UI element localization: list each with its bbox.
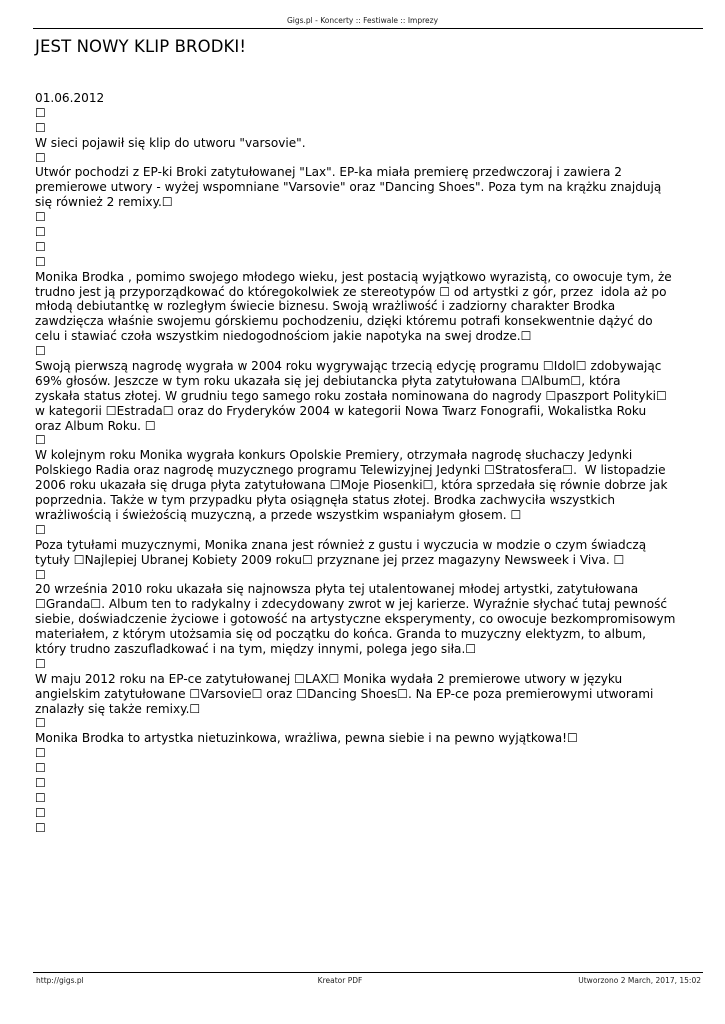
- text-line: poprzednia. Także w tym przypadku płyta osiągnęła status złotej. Brodka zachwyciła wszystkich: [35, 493, 616, 508]
- placeholder-glyph: ☐: [35, 433, 46, 448]
- text-line: premierowe utwory - wyżej wspomniane "Varsovie" oraz "Dancing Shoes". Poza tym na krążku znajdują: [35, 180, 662, 195]
- footer-divider: [33, 972, 703, 973]
- placeholder-glyph: ☐: [35, 716, 46, 731]
- text-line: 69% głosów. Jeszcze w tym roku ukazała się jej debiutancka płyta zatytułowana ☐Album☐, która: [35, 373, 621, 388]
- text-line: celu i stawiać czoła wszystkim niedogodnościom jakie napotyka na swej drodze.☐: [35, 329, 532, 344]
- placeholder-glyph: ☐: [35, 254, 46, 269]
- text-line: tytuły ☐Najlepiej Ubranej Kobiety 2009 roku☐ przyznane jej przez magazyny Newsweek i Viva. ☐: [35, 552, 625, 567]
- placeholder-glyph: ☐: [35, 210, 46, 225]
- text-line: materiałem, z którym utożsamia się od początku do końca. Granda to muzyczny elektyzm, to album,: [35, 627, 646, 642]
- text-line: W kolejnym roku Monika wygrała konkurs Opolskie Premiery, otrzymała nagrodę słuchaczy Jedynki: [35, 448, 633, 463]
- footer-generator: Kreator PDF: [317, 976, 363, 985]
- placeholder-glyph: ☐: [35, 790, 46, 805]
- text-line: Poza tytułami muzycznymi, Monika znana jest również z gustu i wyczucia w modzie o czym świadczą: [35, 537, 647, 552]
- placeholder-glyph: ☐: [35, 344, 46, 359]
- placeholder-glyph: ☐: [35, 775, 46, 790]
- text-line: Monika Brodka to artystka nietuzinkowa, wrażliwa, pewna siebie i na pewno wyjątkowa!☐: [35, 731, 578, 746]
- text-line: ☐Granda☐. Album ten to radykalny i zdecydowany zwrot w jej karierze. Wyraźnie słychać tutaj pewność: [35, 597, 668, 612]
- placeholder-glyph: ☐: [35, 225, 46, 240]
- text-line: W maju 2012 roku na EP-ce zatytułowanej ☐LAX☐ Monika wydała 2 premierowe utwory w języku: [35, 671, 623, 686]
- text-line: wrażliwością i świeżością muzyczną, a przede wszystkim wspaniałym głosem. ☐: [35, 507, 522, 522]
- placeholder-glyph: ☐: [35, 656, 46, 671]
- placeholder-glyph: ☐: [35, 761, 46, 776]
- text-line: 2006 roku ukazała się druga płyta zatytułowana ☐Moje Piosenki☐, która sprzedała się równie dobrze jak: [35, 478, 668, 493]
- placeholder-glyph: ☐: [35, 820, 46, 835]
- footer-url-link[interactable]: http://gigs.pl: [36, 976, 84, 985]
- placeholder-glyph: ☐: [35, 746, 46, 761]
- placeholder-glyph: ☐: [35, 567, 46, 582]
- placeholder-glyph: ☐: [35, 239, 46, 254]
- text-line: Utwór pochodzi z EP-ki Broki zatytułowanej "Lax". EP-ka miała premierę przedwczoraj i zawiera 2: [35, 165, 622, 180]
- page-header: Gigs.pl - Koncerty :: Festiwale :: Imprezy: [286, 16, 439, 25]
- text-line: młodą debiutantkę w rozległym świecie biznesu. Swoją wrażliwość i zadziorny charakter Brodka: [35, 299, 616, 314]
- text-line: w kategorii ☐Estrada☐ oraz do Fryderyków 2004 w kategorii Nowa Twarz Fonografii, Wokalistka Roku: [35, 403, 647, 418]
- placeholder-glyph: ☐: [35, 150, 46, 165]
- text-line: Polskiego Radia oraz nagrodę muzycznego programu Telewizyjnej Jedynki ☐Stratosfera☐. W listopadzie: [35, 463, 666, 478]
- text-line: trudno jest ją przyporządkować do któregokolwiek ze stereotypów ☐ od artystki z gór, przez idola aż po: [35, 284, 667, 299]
- text-line: Monika Brodka , pomimo swojego młodego wieku, jest postacią wyjątkowo wyrazistą, co owocuje tym, że: [35, 269, 672, 284]
- text-line: 20 września 2010 roku ukazała się najnowsza płyta tej utalentowanej młodej artystki, zatytułowana: [35, 582, 639, 597]
- placeholder-glyph: ☐: [35, 105, 46, 120]
- text-line: oraz Album Roku. ☐: [35, 418, 156, 433]
- article-body: [35, 91, 695, 836]
- text-line: się również 2 remixy.☐: [35, 195, 173, 210]
- text-line: W sieci pojawił się klip do utworu "varsovie".: [35, 135, 306, 150]
- placeholder-glyph: ☐: [35, 120, 46, 135]
- placeholder-glyph: ☐: [35, 522, 46, 537]
- text-line: angielskim zatytułowane ☐Varsovie☐ oraz ☐Dancing Shoes☐. Na EP-ce poza premierowymi utworami: [35, 686, 654, 701]
- text-line: który trudno zaszufladkować i na tym, między innymi, polega jego siła.☐: [35, 641, 477, 656]
- text-line: zawdzięcza właśnie swojemu górskiemu pochodzeniu, dzięki któremu potrafi konsekwentnie dążyć do: [35, 314, 653, 329]
- placeholder-glyph: ☐: [35, 805, 46, 820]
- text-line: zyskała status złotej. W grudniu tego samego roku została nominowana do nagrody ☐paszport Polityki☐: [35, 388, 667, 403]
- text-line: Swoją pierwszą nagrodę wygrała w 2004 roku wygrywając trzecią edycję programu ☐Idol☐ zdobywając: [35, 359, 662, 374]
- header-divider: [33, 28, 703, 29]
- text-line: siebie, doświadczenie życiowe i gotowość na artystyczne eksperymenty, co owocuje bezkompromisowym: [35, 612, 676, 627]
- article-date: 01.06.2012: [35, 91, 105, 105]
- article-title: JEST NOWY KLIP BRODKI!: [35, 37, 247, 56]
- footer-created-timestamp: Utworzono 2 March, 2017, 15:02: [578, 976, 701, 985]
- text-line: znalazły się także remixy.☐: [35, 701, 201, 716]
